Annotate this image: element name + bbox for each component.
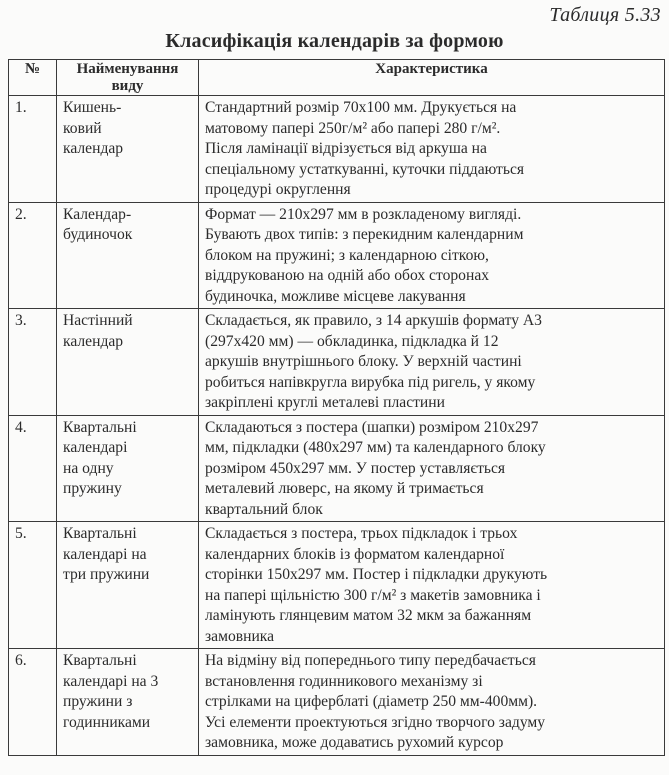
description-line: закріплені круглі металеві пластини bbox=[205, 394, 445, 411]
calendar-type-description bbox=[199, 415, 665, 522]
calendar-type-description bbox=[199, 649, 665, 756]
description-line: Усі елементи проектуються згідно творчого задуму bbox=[205, 713, 546, 731]
description-line: Складається, як правило, з 14 аркушів формату А3 bbox=[205, 312, 542, 329]
calendar-type-name bbox=[57, 309, 199, 416]
calendar-type-description bbox=[199, 309, 665, 416]
name-line: ковий bbox=[63, 119, 102, 137]
description-line: Бувають двох типів: з перекидним календарним bbox=[205, 226, 524, 243]
row-number: 3. bbox=[9, 309, 57, 416]
description-line: мм, підкладки (480x297 мм) та календарного блоку bbox=[205, 439, 546, 456]
description-line: Складається з постера, трьох підкладок і трьох bbox=[205, 525, 518, 542]
description-line: Стандартний розмір 70x100 мм. Друкується на bbox=[205, 99, 517, 116]
table-row bbox=[9, 415, 665, 522]
description-line: робиться напівкругла вирубка під ригель, у якому bbox=[205, 373, 536, 391]
name-line: пружину bbox=[63, 480, 122, 497]
name-line: Кишень- bbox=[63, 99, 122, 116]
description-line: матовому папері 250г/м² або папері 280 г/м². bbox=[205, 119, 501, 137]
name-line: будиночок bbox=[63, 226, 133, 243]
table-row bbox=[9, 202, 665, 309]
description-line: (297x420 мм) — обкладинка, підкладка й 12 bbox=[205, 332, 499, 350]
description-line: блоком на пружині; з календарною сіткою, bbox=[205, 246, 489, 264]
name-line: календар bbox=[63, 140, 124, 157]
description-line: віддрукованою на одній або обох сторонах bbox=[205, 267, 490, 284]
row-number: 2. bbox=[9, 202, 57, 309]
table-row bbox=[9, 522, 665, 649]
calendar-type-name bbox=[57, 649, 199, 756]
description-line: замовника bbox=[205, 627, 275, 645]
name-line: Календар- bbox=[63, 205, 132, 223]
name-line: Квартальні bbox=[63, 418, 137, 436]
calendar-type-description bbox=[199, 522, 665, 649]
header-description: Характеристика bbox=[199, 60, 665, 96]
name-line: Настінний bbox=[63, 312, 133, 329]
name-line: календарі bbox=[63, 439, 128, 456]
calendar-type-description bbox=[199, 96, 665, 203]
header-name-line: виду bbox=[111, 78, 144, 94]
table-header-row bbox=[9, 60, 665, 96]
description-line: розміром 450x297 мм. У постер уставляється bbox=[205, 459, 506, 477]
name-line: три пружини bbox=[63, 566, 150, 583]
name-line: календар bbox=[63, 332, 124, 350]
header-number: № bbox=[9, 60, 57, 96]
calendar-classification-table bbox=[8, 59, 665, 756]
table-row bbox=[9, 309, 665, 416]
name-line: Квартальні bbox=[63, 525, 137, 542]
description-line: на папері щільністю 300 г/м² з макетів замовника і bbox=[205, 586, 541, 604]
name-line: на одну bbox=[63, 459, 114, 477]
calendar-type-name bbox=[57, 522, 199, 649]
calendar-type-name bbox=[57, 202, 199, 309]
description-line: замовника, може додаватись рухомий курсор bbox=[205, 734, 504, 751]
description-line: аркушів внутрішнього блоку. У верхній частині bbox=[205, 353, 522, 370]
description-line: ламінують глянцевим матом 32 мкм за бажанням bbox=[205, 607, 532, 624]
name-line: пружини з bbox=[63, 693, 133, 710]
table-row bbox=[9, 96, 665, 203]
description-line: будиночка, можливе місцеве лакування bbox=[205, 287, 466, 305]
row-number: 6. bbox=[9, 649, 57, 756]
description-line: Після ламінації відрізується від аркуша на bbox=[205, 140, 487, 157]
header-name bbox=[57, 60, 199, 96]
description-line: Складаються з постера (шапки) розміром 210x297 bbox=[205, 418, 539, 436]
row-number: 4. bbox=[9, 415, 57, 522]
row-number: 1. bbox=[9, 96, 57, 203]
name-line: Квартальні bbox=[63, 652, 137, 669]
description-line: процедурі округлення bbox=[205, 181, 351, 198]
description-line: стрілками на циферблаті (діаметр 250 мм-400мм). bbox=[205, 693, 538, 710]
calendar-type-description bbox=[199, 202, 665, 309]
name-line: календарі на 3 bbox=[63, 672, 159, 690]
table-title: Класифікація календарів за формою bbox=[165, 30, 504, 52]
calendar-type-name bbox=[57, 415, 199, 522]
table-number: Таблиця 5.33 bbox=[549, 4, 661, 26]
name-line: годинниками bbox=[63, 713, 151, 731]
description-line: спеціальному устаткуванні, куточки піддаються bbox=[205, 160, 525, 178]
description-line: квартальний блок bbox=[205, 500, 323, 518]
table-body bbox=[9, 96, 665, 756]
table-row bbox=[9, 649, 665, 756]
row-number: 5. bbox=[9, 522, 57, 649]
name-line: календарі на bbox=[63, 545, 147, 563]
description-line: сторінки 150x297 мм. Постер і підкладки друкують bbox=[205, 566, 548, 583]
header-name-line: Найменування bbox=[76, 61, 179, 77]
description-line: Формат — 210x297 мм в розкладеному вигляді. bbox=[205, 205, 522, 223]
description-line: На відміну від попереднього типу передбачається bbox=[205, 652, 536, 669]
description-line: календарних блоків із форматом календарної bbox=[205, 545, 505, 563]
description-line: встановлення годинникового механізму зі bbox=[205, 672, 483, 690]
description-line: металевий люверс, на якому й тримається bbox=[205, 480, 484, 497]
calendar-type-name bbox=[57, 96, 199, 203]
